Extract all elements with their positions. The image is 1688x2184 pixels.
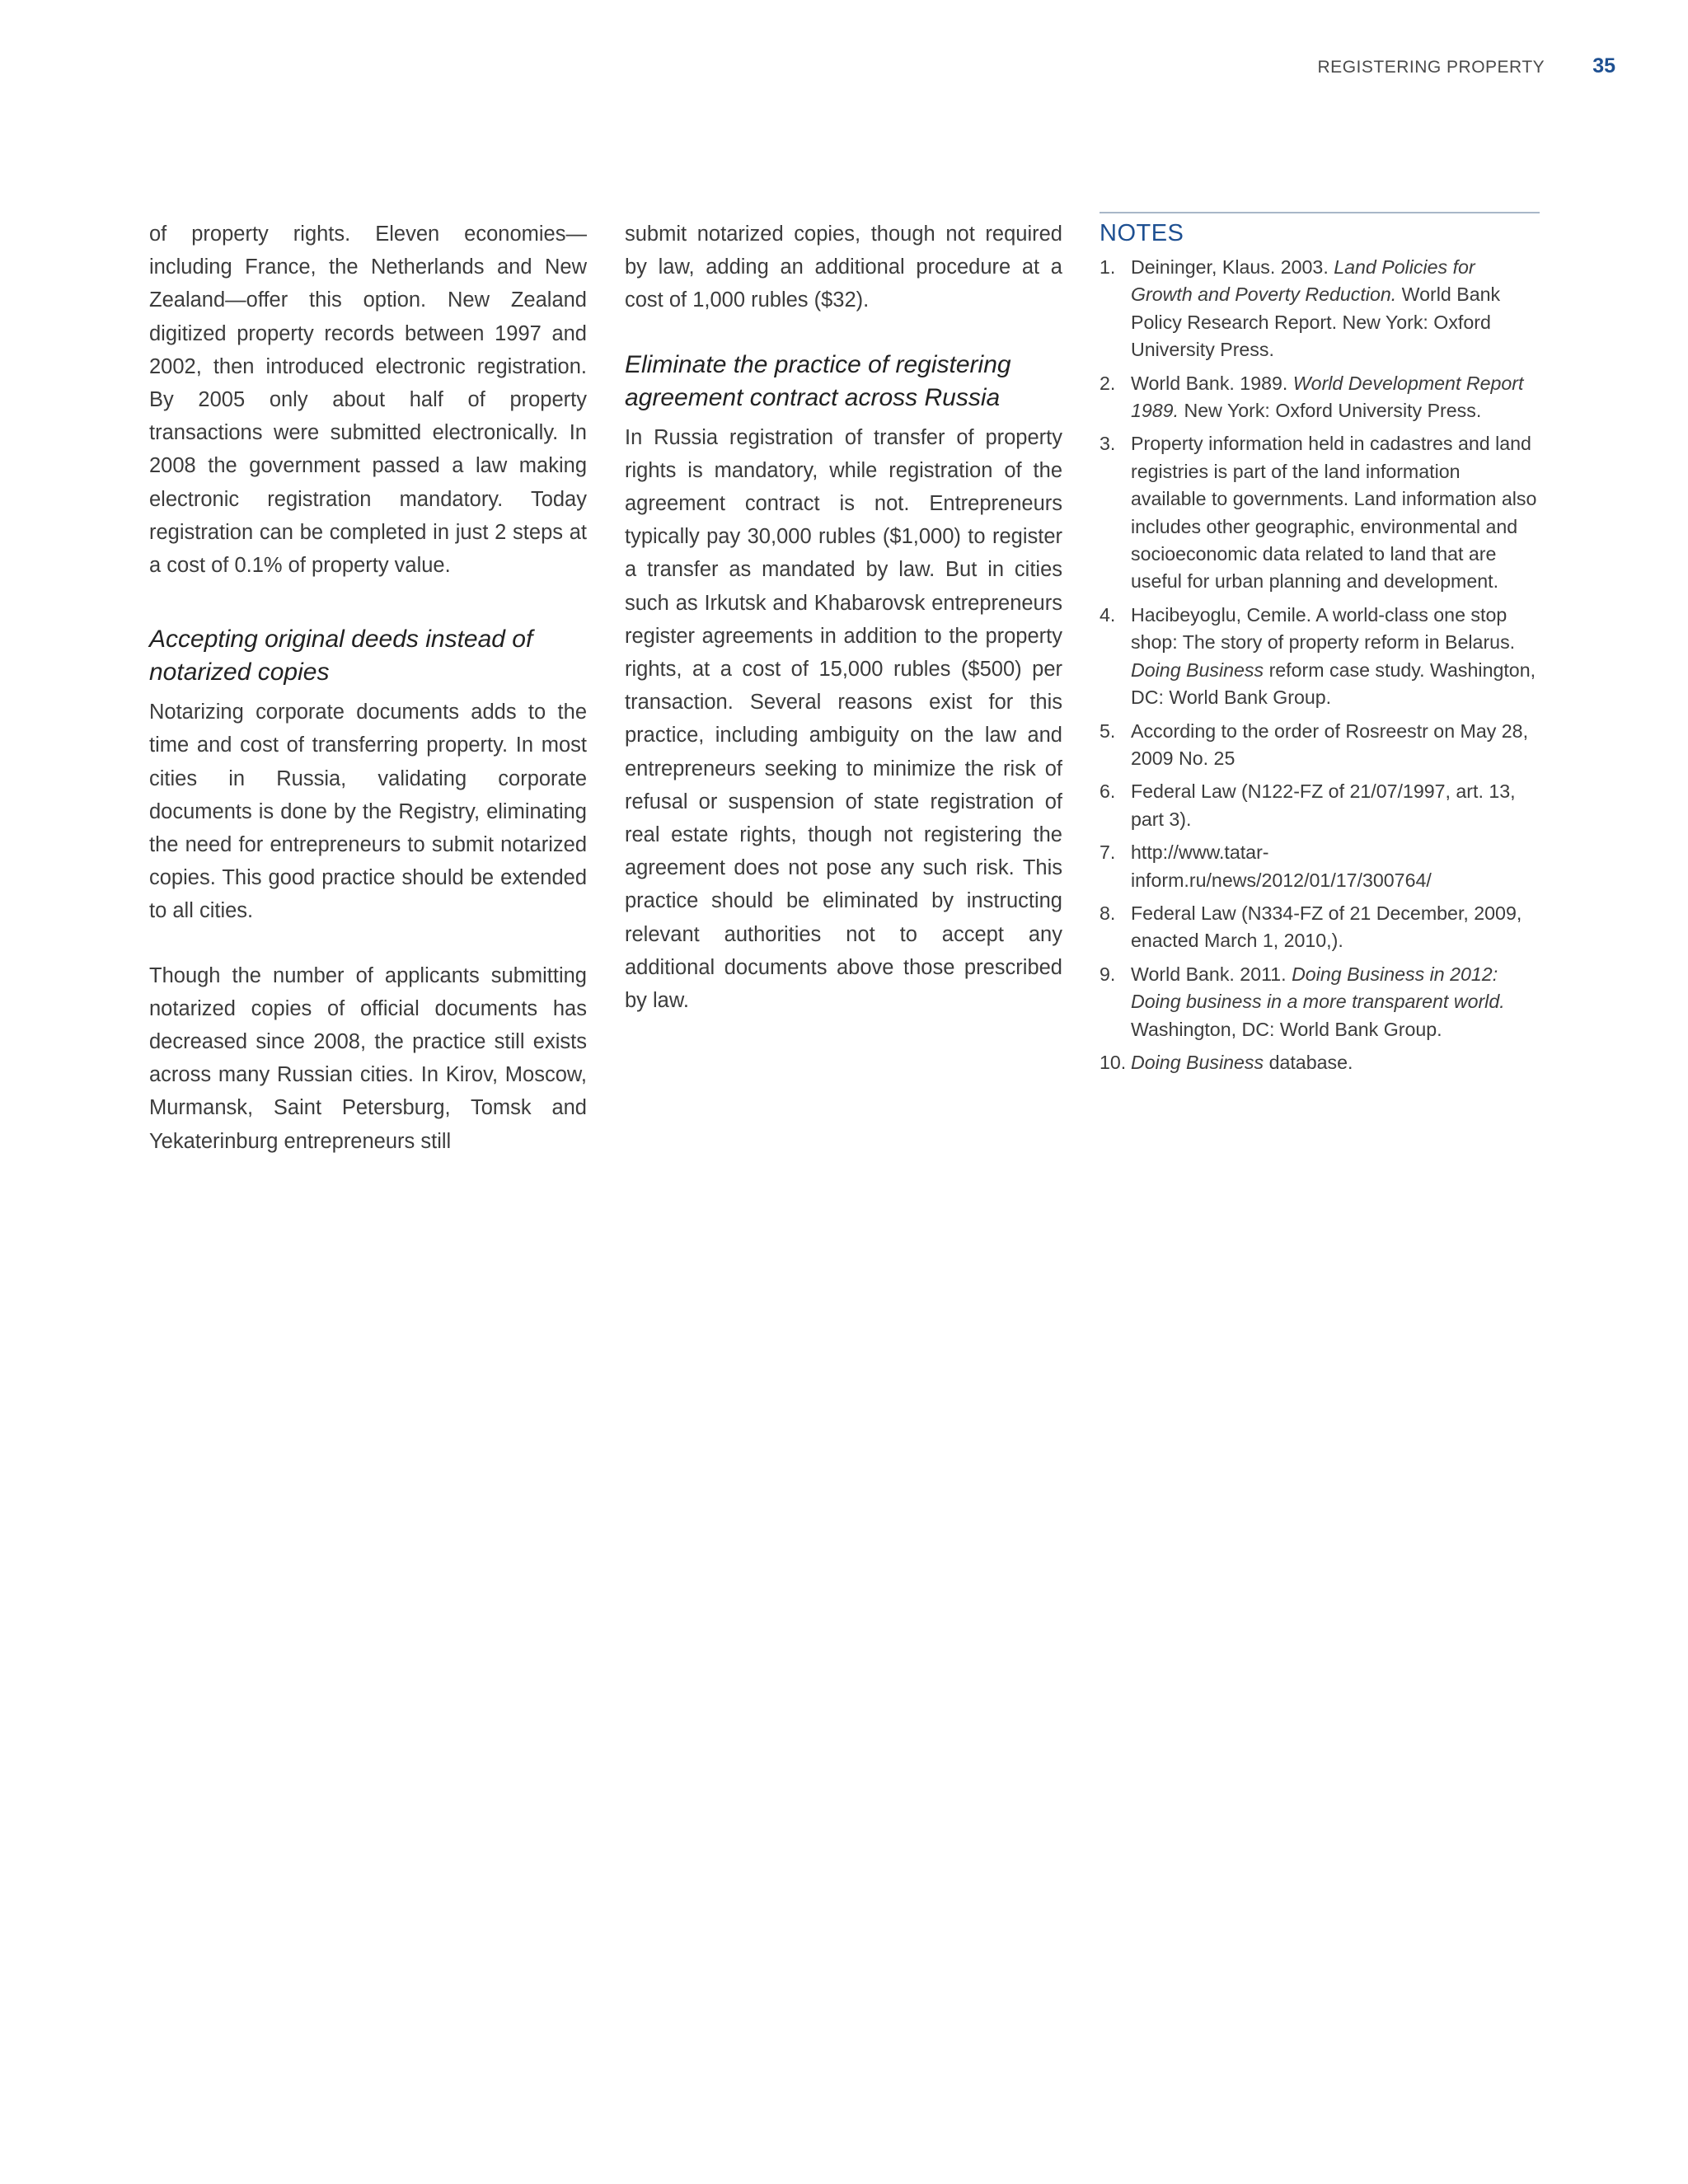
- note-title-italic: Doing Business: [1131, 1051, 1264, 1073]
- note-title-italic: Doing Business: [1131, 658, 1264, 681]
- note-item: [1100, 718, 1540, 773]
- note-text: Property information held in cadastres and land registries is part of the land information available to governments. Land information also includes other geographic, environmental and socioeconomic data related to land that are useful for urban planning and development.: [1131, 433, 1537, 593]
- note-item: [1100, 602, 1540, 712]
- note-text: Federal Law (N122-FZ of 21/07/1997, art. 13, part 3).: [1131, 780, 1516, 830]
- notes-title: NOTES: [1100, 220, 1184, 246]
- note-text: Washington, DC: World Bank Group.: [1131, 1018, 1442, 1040]
- note-number: 8.: [1100, 902, 1116, 924]
- note-number: 2.: [1100, 372, 1116, 394]
- note-text: World Bank. 1989.: [1131, 372, 1293, 394]
- note-text: Federal Law (N334-FZ of 21 December, 2009, enacted March 1, 2010,).: [1131, 902, 1522, 952]
- note-text: reform case study. Washington, DC: World Bank Group.: [1131, 658, 1536, 709]
- note-item: [1100, 961, 1540, 1043]
- note-item: [1100, 254, 1540, 364]
- note-link-text: http://www.tatar-inform.ru/news/2012/01/17/300764/: [1131, 841, 1432, 891]
- note-number: 10.: [1100, 1051, 1127, 1073]
- note-item: [1100, 430, 1540, 595]
- body-paragraph: In Russia registration of transfer of property rights is mandatory, while registration of the agreement contract is not. Entrepreneurs typically pay 30,000 rubles ($1,000) to register a transfer as mandated by law. But in cities such as Irkutsk and Khabarovsk entrepreneurs register agreements in addition to the property rights, at a cost of 15,000 rubles ($500) per transaction. Several reasons exist for this practice, including ambiguity on the law and entrepreneurs seeking to minimize the risk of refusal or suspension of state registration of real estate rights, though not registering the agreement does not pose any such risk. This practice should be eliminated by instructing relevant authorities not to accept any additional documents above those prescribed by law.: [625, 425, 1062, 1013]
- note-text: database.: [1264, 1051, 1353, 1073]
- note-text: Deininger, Klaus. 2003.: [1131, 256, 1334, 278]
- note-title-italic: Doing Business in 2012: Doing business in a more transparent world.: [1131, 963, 1505, 1013]
- note-text: World Bank Policy Research Report. New York: Oxford University Press.: [1131, 284, 1501, 361]
- note-title-italic: World Development Report 1989.: [1131, 372, 1524, 422]
- note-text: According to the order of Rosreestr on May 28, 2009 No. 25: [1131, 719, 1529, 769]
- note-number: 9.: [1100, 963, 1116, 985]
- note-text: Hacibeyoglu, Cemile. A world-class one stop shop: The story of property reform in Belarus.: [1131, 603, 1516, 654]
- note-number: 1.: [1100, 256, 1116, 278]
- text-column-middle: [625, 218, 1062, 1017]
- note-number: 5.: [1100, 719, 1116, 742]
- note-item: [1100, 370, 1540, 425]
- note-text: New York: Oxford University Press.: [1179, 400, 1482, 422]
- running-header: [1318, 54, 1615, 78]
- note-title-italic: Land Policies for Growth and Poverty Reduction.: [1131, 256, 1475, 306]
- note-item: [1100, 839, 1540, 894]
- note-item: [1100, 900, 1540, 955]
- section-heading: Accepting original deeds instead of notarized copies: [149, 626, 533, 687]
- page-number: 35: [1592, 54, 1615, 77]
- note-number: 3.: [1100, 433, 1116, 455]
- section-heading: Eliminate the practice of registering agreement contract across Russia: [625, 350, 1011, 411]
- body-paragraph: submit notarized copies, though not required by law, adding an additional procedure at a cost of 1,000 rubles ($32).: [625, 223, 1062, 312]
- notes-sidebar: [1100, 212, 1540, 1082]
- section-title: REGISTERING PROPERTY: [1317, 58, 1545, 77]
- note-number: 6.: [1100, 780, 1116, 803]
- note-item: [1100, 778, 1540, 833]
- note-number: 7.: [1100, 841, 1116, 864]
- note-item: [1100, 1049, 1540, 1076]
- body-paragraph: Notarizing corporate documents adds to the time and cost of transferring property. In most cities in Russia, validating corporate documents is done by the Registry, eliminating the need for entrepreneurs to submit notarized copies. This good practice should be extended to all cities.: [149, 701, 587, 923]
- body-paragraph: Though the number of applicants submitting notarized copies of official documents has decreased since 2008, the practice still exists across many Russian cities. In Kirov, Moscow, Murmansk, Saint Petersburg, Tomsk and Yekaterinburg entrepreneurs still: [149, 963, 587, 1153]
- note-number: 4.: [1100, 603, 1116, 626]
- note-text: World Bank. 2011.: [1131, 963, 1292, 985]
- notes-list: [1100, 254, 1540, 1076]
- text-column-left: [149, 218, 587, 1158]
- body-paragraph: of property rights. Eleven economies—including France, the Netherlands and New Zealand—offer this option. New Zealand digitized property records between 1997 and 2002, then introduced electronic registration. By 2005 only about half of property transactions were submitted electronically. In 2008 the government passed a law making electronic registration mandatory. Today registration can be completed in just 2 steps at a cost of 0.1% of property value.: [149, 223, 587, 578]
